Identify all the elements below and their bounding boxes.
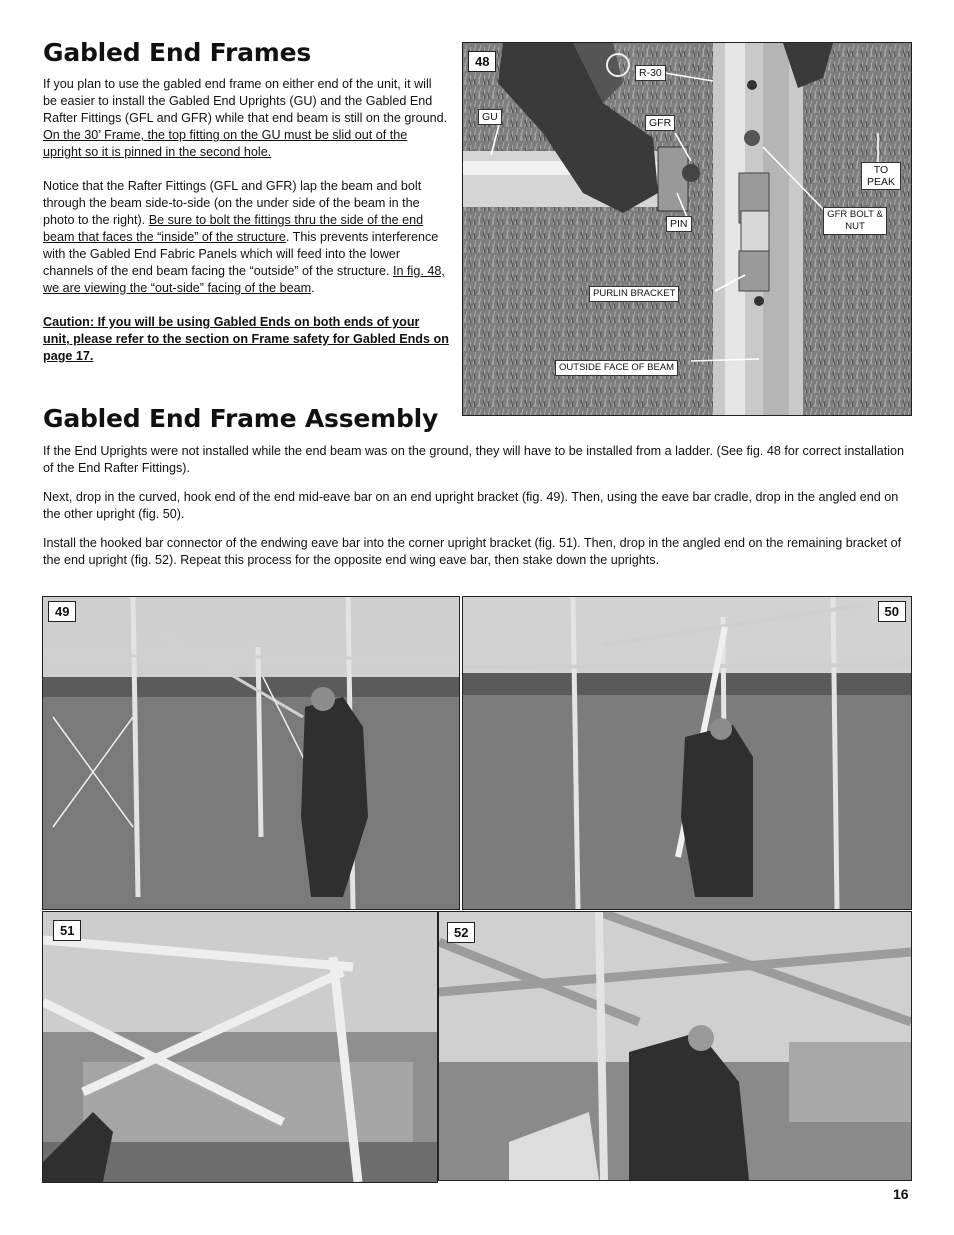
paragraph-end-uprights-ladder: If the End Uprights were not installed while the end beam was on the ground, they will have to be installed from a ladder. (See fig. 48 for correct installation of the End Rafter Fittings). <box>43 444 905 475</box>
callout-gfr: GFR <box>645 115 675 131</box>
figure-48-photo <box>462 42 912 416</box>
callout-purlin-bracket: PURLIN BRACKET <box>589 286 679 302</box>
callout-pin: PIN <box>666 216 692 232</box>
page-number: 16 <box>893 1186 909 1202</box>
paragraph-endwing-eave-bar: Install the hooked bar connector of the endwing eave bar into the corner upright bracket (fig. 51). Then, drop in the angled end on the remaining bracket of the end upright (fig. 52). Repeat this process for the opposite end wing eave bar, then stake down the uprights. <box>43 536 902 567</box>
paragraph-gabled-end-uprights: If you plan to use the gabled end frame on either end of the unit, it will be easier to install the Gabled End Uprights (GU) and the Gabled End Rafter Fittings (GFL and GFR) while that end beam is still on the ground. On the 30’ Frame, the top fitting on the GU must be slid out of the upright so it is pinned in the second hole. <box>43 77 448 159</box>
figure-52-label: 52 <box>447 922 475 943</box>
section-title-gabled-end-frames: Gabled End Frames <box>43 38 312 67</box>
callout-outside-face-of-beam: OUTSIDE FACE OF BEAM <box>555 360 678 376</box>
paragraph-rafter-fittings: Notice that the Rafter Fittings (GFL and GFR) lap the beam and bolt through the beam side-to-side (on the under side of the beam in the photo to the right). Be sure to bolt the fittings thru the side of the end beam that faces the “inside” of the structure. This prevents interference with the Gabled End Fabric Panels which will feed into the lower channels of the end beam facing the “outside” of the structure. In fig. 48, we are viewing the “out-side” facing of the beam. <box>43 179 445 295</box>
figure-52-photo <box>438 911 912 1181</box>
section-title-gabled-end-frame-assembly: Gabled End Frame Assembly <box>43 404 439 433</box>
figure-49-photo <box>42 596 460 910</box>
caution-note: Caution: If you will be using Gabled Ends on both ends of your unit, please refer to the section on Frame safety for Gabled Ends on page 17. <box>43 315 449 363</box>
figure-51-illustration <box>43 912 437 1182</box>
figure-50-photo <box>462 596 912 910</box>
figure-51-label: 51 <box>53 920 81 941</box>
figure-51-photo <box>42 911 438 1183</box>
callout-to-peak: TO PEAK <box>861 162 901 190</box>
figure-52-illustration <box>439 912 911 1180</box>
figure-50-label: 50 <box>878 601 906 622</box>
figure-49-label: 49 <box>48 601 76 622</box>
callout-gfr-bolt-nut: GFR BOLT & NUT <box>823 207 887 235</box>
paragraph-mid-eave-bar: Next, drop in the curved, hook end of the end mid-eave bar on an end upright bracket (fig. 49). Then, using the eave bar cradle, drop in the angled end on the other upright (fig. 50). <box>43 490 899 521</box>
figure-50-illustration <box>463 597 911 909</box>
intro-text-column <box>43 76 449 365</box>
figure-49-illustration <box>43 597 459 909</box>
callout-r30: R-30 <box>635 65 666 81</box>
figure-48-label: 48 <box>468 51 496 72</box>
callout-gu: GU <box>478 109 502 125</box>
assembly-text <box>43 443 911 569</box>
